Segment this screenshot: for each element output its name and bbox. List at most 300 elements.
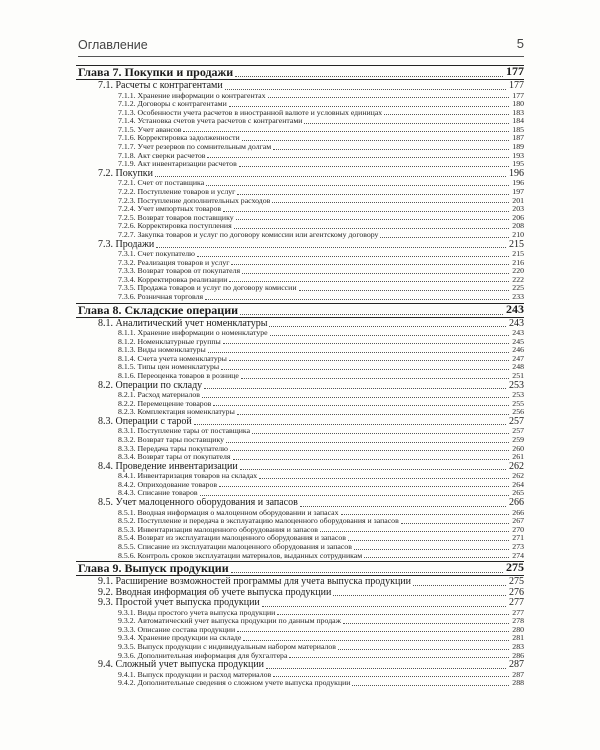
toc-section-entry <box>76 660 524 671</box>
dot-leader <box>183 131 509 132</box>
toc-entry-number: 8.5. <box>98 498 113 509</box>
toc-entry-title <box>76 372 239 381</box>
toc-entry-text: Расход материалов <box>137 391 200 400</box>
toc-entry-title <box>76 250 195 259</box>
toc-entry-number: 9.3.2. <box>118 617 136 626</box>
toc-entry-text: Счета учета номенклатуры <box>137 354 227 363</box>
toc-entry-page: 225 <box>512 284 524 293</box>
toc-entry-page: 184 <box>512 117 524 126</box>
toc-entry-title <box>76 543 352 552</box>
toc-sub-entry <box>76 188 524 197</box>
toc-sub-entry <box>76 134 524 143</box>
toc-entry-text: Поступление и передача в эксплуатацию малоценного оборудования и запасов <box>137 517 399 526</box>
toc-entry-text: Поступление дополнительных расходов <box>137 196 271 205</box>
toc-entry-title <box>76 517 399 526</box>
toc-entry-text: Передача тары покупателю <box>137 444 229 453</box>
toc-entry-title <box>76 436 224 445</box>
toc-entry-page: 195 <box>512 160 524 169</box>
toc-entry-title <box>76 509 339 518</box>
toc-entry-page: 216 <box>512 258 524 267</box>
toc-entry-number: 7.1. <box>98 81 113 91</box>
dot-leader <box>266 668 506 669</box>
dot-leader <box>269 326 506 327</box>
toc-entry-number: 7.3.1. <box>118 250 136 258</box>
toc-entry-text: Розничная торговля <box>137 292 204 301</box>
toc-entry-number: 9.3.3. <box>118 625 136 634</box>
toc-entry-page: 180 <box>512 100 524 109</box>
toc-entry-number: 7.2.5. <box>118 213 136 222</box>
toc-entry-page: 257 <box>512 427 524 436</box>
toc-entry-number: 9.3.4. <box>118 634 136 643</box>
toc-entry-title <box>76 617 341 626</box>
toc-entry-title <box>76 472 257 481</box>
toc-entry-title <box>76 626 235 635</box>
toc-entry-text: Дополнительная информация для бухгалтера <box>137 651 288 660</box>
toc-entry-page: 275 <box>509 577 524 588</box>
toc-entry-number: 7.2.4. <box>118 205 136 214</box>
toc-entry-title <box>76 143 271 152</box>
dot-leader <box>205 299 509 300</box>
toc-entry-number: 7.2.2. <box>118 187 136 196</box>
toc-entry-title <box>76 609 275 618</box>
toc-entry-page: 251 <box>512 372 524 381</box>
dot-leader <box>259 478 509 479</box>
toc-entry-title <box>76 259 229 268</box>
toc-entry-title <box>76 355 227 364</box>
toc-entry-title <box>76 81 223 92</box>
toc-entry-title <box>76 222 232 231</box>
toc-entry-number: 8.2.2. <box>118 399 136 408</box>
toc-sub-entry <box>76 634 524 643</box>
toc-entry-page: 273 <box>512 542 524 551</box>
toc-sub-entry <box>76 617 524 626</box>
toc-chapter-entry <box>76 561 524 576</box>
dot-leader <box>262 606 506 607</box>
toc-entry-page: 177 <box>512 91 524 100</box>
toc-entry-title <box>76 276 227 285</box>
dot-leader <box>235 76 503 77</box>
toc-section-entry <box>76 169 524 180</box>
dot-leader <box>242 273 509 274</box>
dot-leader <box>413 585 506 586</box>
toc-entry-title <box>76 400 211 409</box>
toc-entry-page: 233 <box>512 292 524 301</box>
toc-entry-text: Описание состава продукции <box>137 625 236 634</box>
dot-leader <box>241 378 509 379</box>
toc-entry-number: 8.5.5. <box>118 542 136 551</box>
dot-leader <box>223 211 509 212</box>
toc-entry-number: 8.5.4. <box>118 534 136 543</box>
toc-sub-entry <box>76 391 524 400</box>
toc-sub-entry <box>76 436 524 445</box>
dot-leader <box>320 531 509 532</box>
toc-entry-number: 8.3. <box>98 416 113 427</box>
toc-entry-number: 8.1.5. <box>118 363 136 372</box>
toc-entry-text: Покупки <box>115 168 153 179</box>
toc-entry-text: Реализация товаров и услуг <box>137 258 230 267</box>
toc-entry-title <box>76 267 240 276</box>
toc-entry-page: 222 <box>512 275 524 284</box>
toc-entry-title <box>76 319 267 330</box>
toc-entry-number: 7.1.4. <box>118 117 136 126</box>
toc-entry-text: Перемещение товаров <box>137 399 212 408</box>
toc-entry-page: 247 <box>512 354 524 363</box>
dot-leader <box>156 247 506 248</box>
toc-entry-page: 177 <box>509 81 524 91</box>
toc-entry-title <box>76 188 235 197</box>
toc-entry-page: 208 <box>512 222 524 231</box>
toc-entry-page: 177 <box>506 65 524 78</box>
toc-entry-page: 283 <box>512 643 524 651</box>
toc-entry-text: Автоматический учет выпуска продукции по данным продаж <box>137 617 342 626</box>
toc-entry-number: 8.4.2. <box>118 480 136 489</box>
toc-entry-title <box>76 117 302 126</box>
dot-leader <box>273 149 509 150</box>
toc-sub-entry <box>76 197 524 206</box>
toc-entry-page: 256 <box>512 408 524 417</box>
toc-sub-entry <box>76 643 524 652</box>
toc-sub-entry <box>76 250 524 259</box>
toc-entry-title <box>76 381 202 392</box>
toc-entry-page: 196 <box>512 179 524 188</box>
toc-entry-page: 278 <box>512 617 524 626</box>
toc-entry-text: Учет малоценного оборудования и запасов <box>115 498 298 509</box>
toc-entry-page: 243 <box>506 302 524 316</box>
toc-entry-title <box>76 169 153 180</box>
toc-entry-text: Хранение продукции на складе <box>137 634 242 643</box>
toc-entry-title <box>76 445 228 454</box>
toc-entry-title <box>76 534 346 543</box>
toc-entry-text: Вводная информация о малоценном оборудовании и запасах <box>137 508 339 517</box>
toc-entry-number: 8.3.3. <box>118 444 136 453</box>
toc-entry-text: Вводная информация об учете выпуска продукции <box>115 587 332 598</box>
toc-entry-title <box>76 363 219 372</box>
toc-entry-number: Глава 7. <box>78 65 122 79</box>
toc-entry-page: 260 <box>512 444 524 453</box>
toc-entry-title <box>76 338 221 347</box>
dot-leader <box>229 281 509 282</box>
toc-entry-text: Выпуск продукции <box>124 561 229 576</box>
toc-entry-text: Инвентаризация малоценного оборудования и запасов <box>137 525 318 534</box>
dot-leader <box>380 237 509 238</box>
toc-entry-number: 8.2. <box>98 380 113 391</box>
toc-sub-entry <box>76 671 524 680</box>
toc-entry-title <box>76 526 318 535</box>
toc-entry-title <box>76 197 270 206</box>
dot-leader <box>343 623 509 624</box>
toc-entry-number: 8.4.1. <box>118 472 136 481</box>
toc-entry-number: 7.2.7. <box>118 230 136 239</box>
header-title: Оглавление <box>78 38 148 52</box>
toc-entry-number: 7.2.1. <box>118 179 136 188</box>
toc-entry-number: 8.5.1. <box>118 508 136 517</box>
toc-sub-entry <box>76 355 524 364</box>
toc-sub-entry <box>76 100 524 109</box>
toc-sub-entry <box>76 109 524 118</box>
toc-entry-text: Дополнительные сведения о сложном учете выпуска продукции <box>137 679 351 688</box>
toc-entry-page: 277 <box>512 608 524 617</box>
toc-sub-entry <box>76 231 524 240</box>
dot-leader <box>289 657 509 658</box>
toc-entry-title <box>76 126 181 135</box>
toc-entry-number: 7.2.3. <box>118 196 136 205</box>
dot-leader <box>240 469 506 470</box>
toc-entry-number: Глава 8. <box>78 302 122 317</box>
toc-entry-text: Простой учет выпуска продукции <box>115 598 260 609</box>
dot-leader <box>354 549 509 550</box>
toc-entry-title <box>76 427 250 436</box>
toc-sub-entry <box>76 517 524 526</box>
toc-entry-text: Поступление товаров и услуг <box>137 187 236 196</box>
toc-sub-entry <box>76 179 524 188</box>
header-page-number: 5 <box>516 36 524 51</box>
toc-entry-title <box>76 205 221 214</box>
toc-section-entry <box>76 577 524 588</box>
toc-entry-text: Акт инвентаризации расчетов <box>137 160 237 169</box>
toc-entry-page: 257 <box>509 416 524 427</box>
toc-entry-number: 9.4.1. <box>118 670 136 679</box>
toc-sub-entry <box>76 152 524 161</box>
toc-entry-page: 277 <box>509 598 524 609</box>
toc-entry-title <box>76 391 200 400</box>
toc-entry-text: Контроль сроков эксплуатации материалов, выданных сотрудникам <box>137 551 363 560</box>
running-header <box>78 36 524 57</box>
toc-sub-entry <box>76 92 524 101</box>
toc-sub-entry <box>76 453 524 462</box>
toc-sub-entry <box>76 526 524 535</box>
toc-section-entry <box>76 319 524 330</box>
toc-entry-number: 9.3.6. <box>118 651 136 660</box>
toc-entry-number: 8.3.4. <box>118 453 136 462</box>
dot-leader <box>226 442 509 443</box>
toc-entry-number: 7.3.3. <box>118 267 136 276</box>
toc-entry-title <box>76 498 298 509</box>
toc-entry-text: Возврат товаров от покупателя <box>137 267 241 276</box>
toc-entry-page: 245 <box>512 337 524 346</box>
toc-entry-number: 7.1.8. <box>118 151 136 160</box>
toc-entry-number: 7.1.2. <box>118 100 136 109</box>
toc-entry-title <box>76 562 229 575</box>
toc-sub-entry <box>76 205 524 214</box>
toc-sub-entry <box>76 489 524 498</box>
dot-leader <box>341 514 509 515</box>
toc-entry-text: Переоценка товаров в рознице <box>137 372 239 381</box>
dot-leader <box>348 540 509 541</box>
dot-leader <box>299 290 509 291</box>
toc-entry-number: 7.1.5. <box>118 125 136 134</box>
toc-entry-title <box>76 66 233 79</box>
toc-entry-number: 7.3. <box>98 239 113 250</box>
toc-sub-entry <box>76 338 524 347</box>
toc-entry-number: 7.1.9. <box>118 160 136 169</box>
toc-entry-number: 7.2. <box>98 168 113 179</box>
toc-entry-number: 8.2.3. <box>118 408 136 417</box>
dot-leader <box>200 495 509 496</box>
dot-leader <box>240 314 503 315</box>
toc-entry-text: Номенклатурные группы <box>137 337 221 346</box>
toc-entry-text: Корректировка реализации <box>137 275 228 284</box>
toc-section-entry <box>76 498 524 509</box>
toc-entry-title <box>76 284 297 293</box>
dot-leader <box>194 424 506 425</box>
toc-entry-page: 193 <box>512 151 524 160</box>
toc-entry-number: 8.4.3. <box>118 489 136 498</box>
dot-leader <box>155 176 506 177</box>
toc-sub-entry <box>76 284 524 293</box>
dot-leader <box>229 360 509 361</box>
toc-sub-entry <box>76 126 524 135</box>
toc-entry-number: 7.3.6. <box>118 292 136 301</box>
dot-leader <box>208 352 509 353</box>
toc-entry-page: 189 <box>512 143 524 152</box>
toc-sub-entry <box>76 276 524 285</box>
dot-leader <box>242 140 509 141</box>
toc-section-entry <box>76 598 524 609</box>
toc-entry-number: 9.4.2. <box>118 679 136 688</box>
toc-entry-number: 8.5.6. <box>118 551 136 560</box>
toc-entry-page: 274 <box>512 551 524 560</box>
dot-leader <box>230 450 509 451</box>
toc-entry-title <box>76 481 217 490</box>
toc-entry-text: Проведение инвентаризации <box>115 461 238 472</box>
toc-entry-page: 270 <box>512 525 524 534</box>
toc-entry-page: 262 <box>512 472 524 481</box>
toc-sub-entry <box>76 534 524 543</box>
toc-entry-page: 201 <box>512 196 524 205</box>
toc-entry-text: Особенности учета расчетов в иностранной валюте и условных единицах <box>137 108 383 117</box>
toc-entry-text: Поступление тары от поставщика <box>137 427 251 436</box>
toc-entry-page: 261 <box>512 453 524 462</box>
toc-entry-text: Закупка товаров и услуг по договору комиссии или агентскому договору <box>137 230 379 239</box>
toc-sub-entry <box>76 626 524 635</box>
toc-entry-number: 8.1. <box>98 318 113 329</box>
toc-entry-text: Счет от поставщика <box>137 179 205 188</box>
toc-entry-number: 8.1.3. <box>118 346 136 355</box>
toc-sub-entry <box>76 259 524 268</box>
toc-entry-title <box>76 634 241 643</box>
toc-entry-number: 9.1. <box>98 577 113 588</box>
dot-leader <box>231 572 503 573</box>
toc-section-entry <box>76 462 524 473</box>
toc-entry-page: 246 <box>512 346 524 355</box>
toc-entry-number: 9.3. <box>98 598 113 609</box>
toc-entry-page: 281 <box>512 634 524 643</box>
dot-leader <box>277 614 509 615</box>
dot-leader <box>352 685 509 686</box>
toc-entry-page: 185 <box>512 125 524 134</box>
dot-leader <box>237 414 509 415</box>
toc-entry-page: 253 <box>509 380 524 391</box>
toc-entry-page: 265 <box>512 489 524 498</box>
toc-entry-title <box>76 160 237 169</box>
toc-sub-entry <box>76 363 524 372</box>
toc-entry-title <box>76 100 227 109</box>
toc-entry-text: Виды номенклатуры <box>137 346 206 355</box>
toc-entry-page: 280 <box>512 625 524 634</box>
dot-leader <box>213 405 509 406</box>
toc-entry-title <box>76 453 231 462</box>
toc-section-entry <box>76 381 524 392</box>
toc-entry-page: 262 <box>509 461 524 472</box>
toc-entry-text: Корректировка задолженности <box>137 134 240 143</box>
toc-entry-page: 187 <box>512 134 524 143</box>
toc-entry-title <box>76 152 205 161</box>
toc-entry-number: 7.3.4. <box>118 275 136 284</box>
toc-sub-entry <box>76 372 524 381</box>
toc-entry-title <box>76 552 362 561</box>
toc-entry-title <box>76 577 411 588</box>
toc-entry-title <box>76 588 331 599</box>
toc-entry-number: 7.1.3. <box>118 108 136 117</box>
toc-sub-entry <box>76 679 524 688</box>
toc-entry-title <box>76 417 192 428</box>
toc-sub-entry <box>76 346 524 355</box>
toc-entry-text: Аналитический учет номенклатуры <box>115 318 268 329</box>
toc-sub-entry <box>76 472 524 481</box>
toc-entry-text: Складские операции <box>124 302 239 317</box>
toc-entry-number: 8.1.4. <box>118 354 136 363</box>
dot-leader <box>234 228 509 229</box>
toc-sub-entry <box>76 400 524 409</box>
toc-entry-text: Хранение информации о контрагентах <box>137 91 266 100</box>
toc-entry-title <box>76 671 271 680</box>
toc-entry-page: 287 <box>509 660 524 671</box>
dot-leader <box>219 486 509 487</box>
toc-entry-title <box>76 462 238 473</box>
toc-sub-entry <box>76 143 524 152</box>
toc-entry-number: 8.1.1. <box>118 329 136 338</box>
dot-leader <box>207 157 509 158</box>
dot-leader <box>333 595 506 596</box>
dot-leader <box>272 202 509 203</box>
dot-leader <box>204 388 506 389</box>
toc-entry-number: 7.1.7. <box>118 143 136 152</box>
toc-entry-number: 8.3.1. <box>118 427 136 436</box>
toc-entry-page: 253 <box>512 391 524 400</box>
toc-entry-page: 210 <box>512 230 524 239</box>
toc-entry-title <box>76 293 203 302</box>
toc-entry-page: 259 <box>512 436 524 444</box>
toc-entry-number: 9.2. <box>98 587 113 598</box>
toc-entry-text: Возврат из эксплуатации малоценного оборудования и запасов <box>137 534 346 543</box>
toc-chapter-entry <box>76 65 524 80</box>
toc-entry-title <box>76 643 336 652</box>
toc-entry-title <box>76 329 268 338</box>
dot-leader <box>237 631 509 632</box>
toc-entry-page: 203 <box>512 205 524 214</box>
toc-section-entry <box>76 240 524 251</box>
toc-entry-page: 206 <box>512 213 524 222</box>
toc-entry-text: Расширение возможностей программы для учета выпуска продукции <box>115 577 412 588</box>
toc-entry-page: 275 <box>506 561 524 575</box>
toc-entry-number: 8.5.3. <box>118 525 136 534</box>
toc-entry-page: 287 <box>512 670 524 679</box>
dot-leader <box>237 194 509 195</box>
toc-entry-text: Списание товаров <box>137 489 198 498</box>
dot-leader <box>300 506 506 507</box>
dot-leader <box>364 557 509 558</box>
dot-leader <box>252 433 509 434</box>
toc-entry-page: 220 <box>512 267 524 276</box>
toc-entry-text: Расчеты с контрагентами <box>115 81 223 91</box>
toc-sub-entry <box>76 509 524 518</box>
toc-sub-entry <box>76 293 524 302</box>
toc-entry-text: Покупки и продажи <box>124 65 234 79</box>
toc-entry-text: Комплектация номенклатуры <box>137 408 235 417</box>
toc-sub-entry <box>76 117 524 126</box>
dot-leader <box>202 397 509 398</box>
dot-leader <box>270 335 509 336</box>
